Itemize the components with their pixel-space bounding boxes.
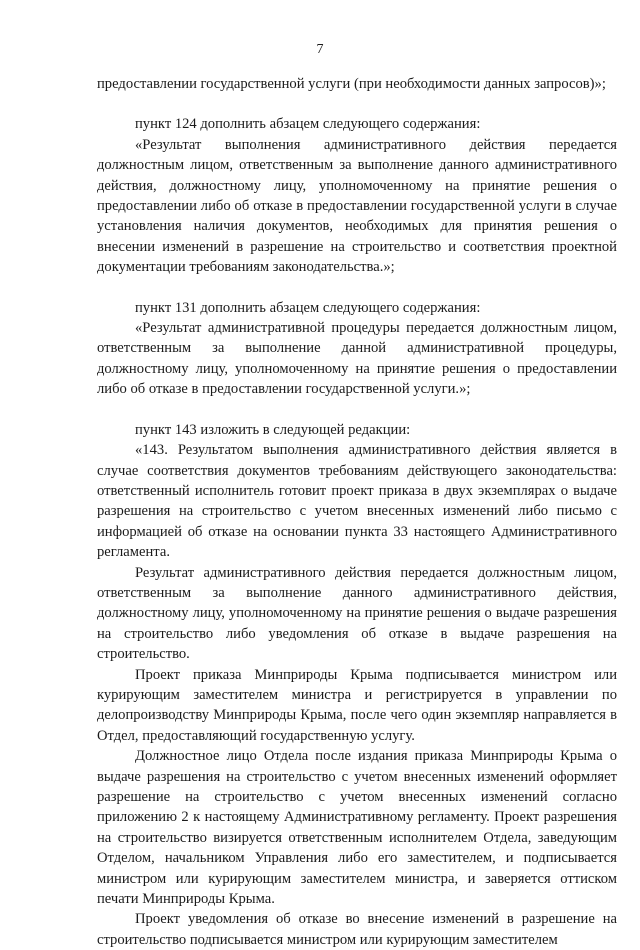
page-number: 7 [316, 42, 324, 57]
paragraph-refusal-notice: Проект уведомления об отказе во внесение изменений в разрешение на строительство подписывается министром или курирующим заместителем [97, 911, 617, 948]
document-body [97, 74, 617, 950]
paragraph-amendment-143-intro: пункт 143 изложить в следующей редакции: [135, 421, 411, 438]
paragraph-continuation: предоставлении государственной услуги (при необходимости данных запросов)»; [97, 76, 606, 92]
paragraph-result-transfer: Результат административного действия передается должностным лицом, ответственным за выполнение данного административного действия, должностному лицу, уполномоченному на принятие решения о выдаче разрешения на строительство либо уведомления об отказе в выдаче разрешения на строительство. [97, 564, 617, 663]
paragraph-amendment-131-intro: пункт 131 дополнить абзацем следующего содержания: [135, 299, 481, 316]
paragraph-amendment-131-text: «Результат административной процедуры передается должностным лицом, ответственным за выполнение данной административной процедуры, должностному лицу, уполномоченному на принятие решения о предоставлении либо об отказе в предоставлении государственной услуги.»; [97, 320, 617, 398]
paragraph-amendment-143-text: «143. Результатом выполнения административного действия является в случае соответствия документов требованиям действующего законодательства: ответственный исполнитель готовит проект приказа в двух экземплярах о выдаче разрешения на строительство с учетом внесенных изменений либо письмо с информацией об отказе на основании пункта 33 настоящего Административного регламента. [97, 442, 617, 561]
paragraph-order-signing: Проект приказа Минприроды Крыма подписывается министром или курирующим заместителем министра и регистрируется в управлении по делопроизводству Минприроды Крыма, после чего один экземпляр направляется в Отдел, предоставляющий государственную услугу. [97, 666, 617, 744]
paragraph-amendment-124-intro: пункт 124 дополнить абзацем следующего содержания: [135, 116, 481, 133]
paragraph-amendment-124-text: «Результат выполнения административного действия передается должностным лицом, ответственным за выполнение данного административного действия, должностному лицу, уполномоченному на принятие решения о предоставлении либо об отказе в предоставлении государственной услуги в случае установления наличия документов, необходимых для принятия решения о внесении изменений в разрешение на строительство и соответствия проектной документации требованиям законодательства.»; [97, 136, 617, 276]
paragraph-permit-issuance: Должностное лицо Отдела после издания приказа Минприроды Крыма о выдаче разрешения на строительство с учетом внесенных изменений оформляет разрешение на строительство с учетом внесенных изменений согласно приложению 2 к настоящему Административному регламенту. Проект разрешения на строительство визируется ответственным исполнителем Отдела, заведующим Отделом, начальником Управления либо его заместителем, и подписывается министром или курирующим заместителем министра, и заверяется оттиском печати Минприроды Крыма. [97, 748, 617, 908]
